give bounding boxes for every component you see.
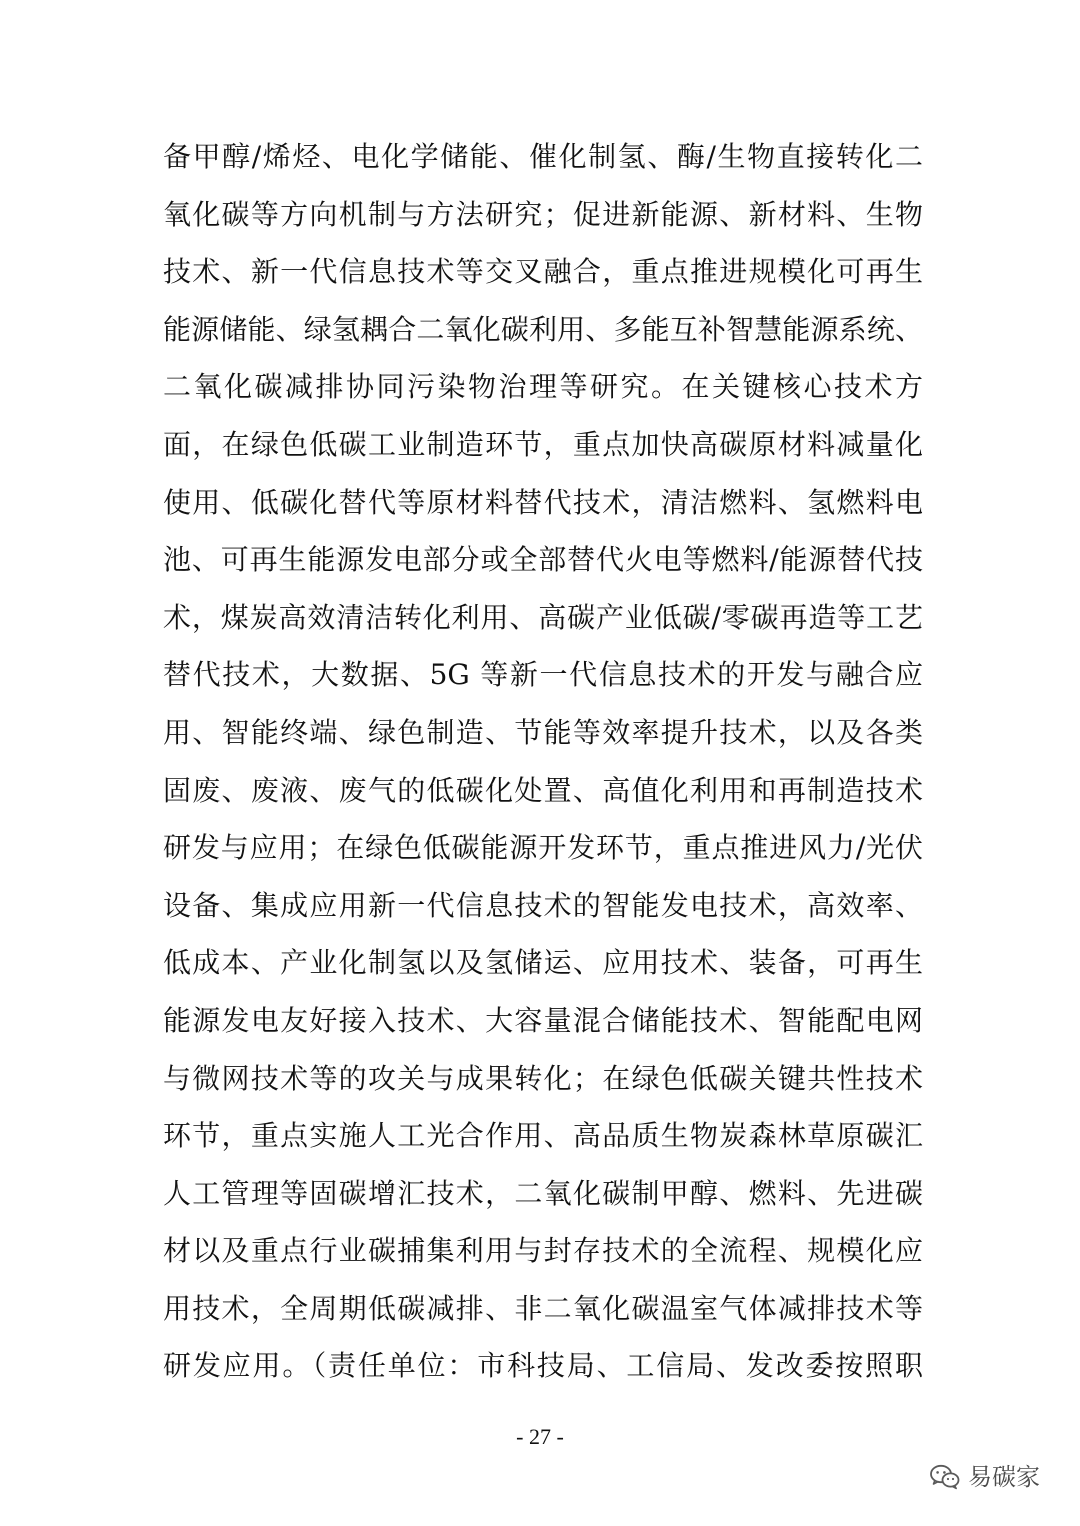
text-line: 术，煤炭高效清洁转化利用、高碳产业低碳/零碳再造等工艺 <box>163 600 923 634</box>
text-line: 替代技术，大数据、5G 等新一代信息技术的开发与融合应 <box>163 658 923 692</box>
text-line: 技术、新一代信息技术等交叉融合，重点推进规模化可再生 <box>163 255 923 289</box>
text-line: 使用、低碳化替代等原材料替代技术，清洁燃料、氢燃料电 <box>163 485 923 519</box>
wechat-icon <box>930 1464 960 1490</box>
body-text <box>163 128 923 1395</box>
text-line: 低成本、产业化制氢以及氢储运、应用技术、装备，可再生 <box>163 946 923 980</box>
text-line: 二氧化碳减排协同污染物治理等研究。在关键核心技术方 <box>163 370 923 404</box>
text-line: 研发与应用；在绿色低碳能源开发环节，重点推进风力/光伏 <box>163 831 923 865</box>
text-line: 设备、集成应用新一代信息技术的智能发电技术，高效率、 <box>163 888 923 922</box>
page-number: - 27 - <box>516 1424 564 1449</box>
text-line: 备甲醇/烯烃、电化学储能、催化制氢、酶/生物直接转化二 <box>163 140 923 173</box>
text-line: 与微网技术等的攻关与成果转化；在绿色低碳关键共性技术 <box>163 1061 923 1095</box>
text-line: 能源储能、绿氢耦合二氧化碳利用、多能互补智慧能源系统、 <box>163 312 923 346</box>
text-line: 人工管理等固碳增汇技术，二氧化碳制甲醇、燃料、先进碳 <box>163 1176 923 1210</box>
text-line: 用、智能终端、绿色制造、节能等效率提升技术，以及各类 <box>163 715 923 749</box>
text-line: 氧化碳等方向机制与方法研究；促进新能源、新材料、生物 <box>163 197 923 231</box>
text-line: 环节，重点实施人工光合作用、高品质生物炭森林草原碳汇 <box>163 1119 923 1153</box>
text-line: 固废、废液、废气的低碳化处置、高值化利用和再制造技术 <box>163 773 923 807</box>
text-line: 面，在绿色低碳工业制造环节，重点加快高碳原材料减量化 <box>163 427 923 461</box>
text-line: 池、可再生能源发电部分或全部替代火电等燃料/能源替代技 <box>163 543 923 577</box>
text-line: 材以及重点行业碳捕集利用与封存技术的全流程、规模化应 <box>163 1234 923 1268</box>
text-line: 能源发电友好接入技术、大容量混合储能技术、智能配电网 <box>163 1003 923 1037</box>
watermark <box>930 1460 1040 1494</box>
text-line: 研发应用。（责任单位：市科技局、工信局、发改委按照职 <box>163 1349 923 1383</box>
watermark-text: 易碳家 <box>968 1463 1040 1491</box>
text-line: 用技术，全周期低碳减排、非二氧化碳温室气体减排技术等 <box>163 1291 923 1325</box>
